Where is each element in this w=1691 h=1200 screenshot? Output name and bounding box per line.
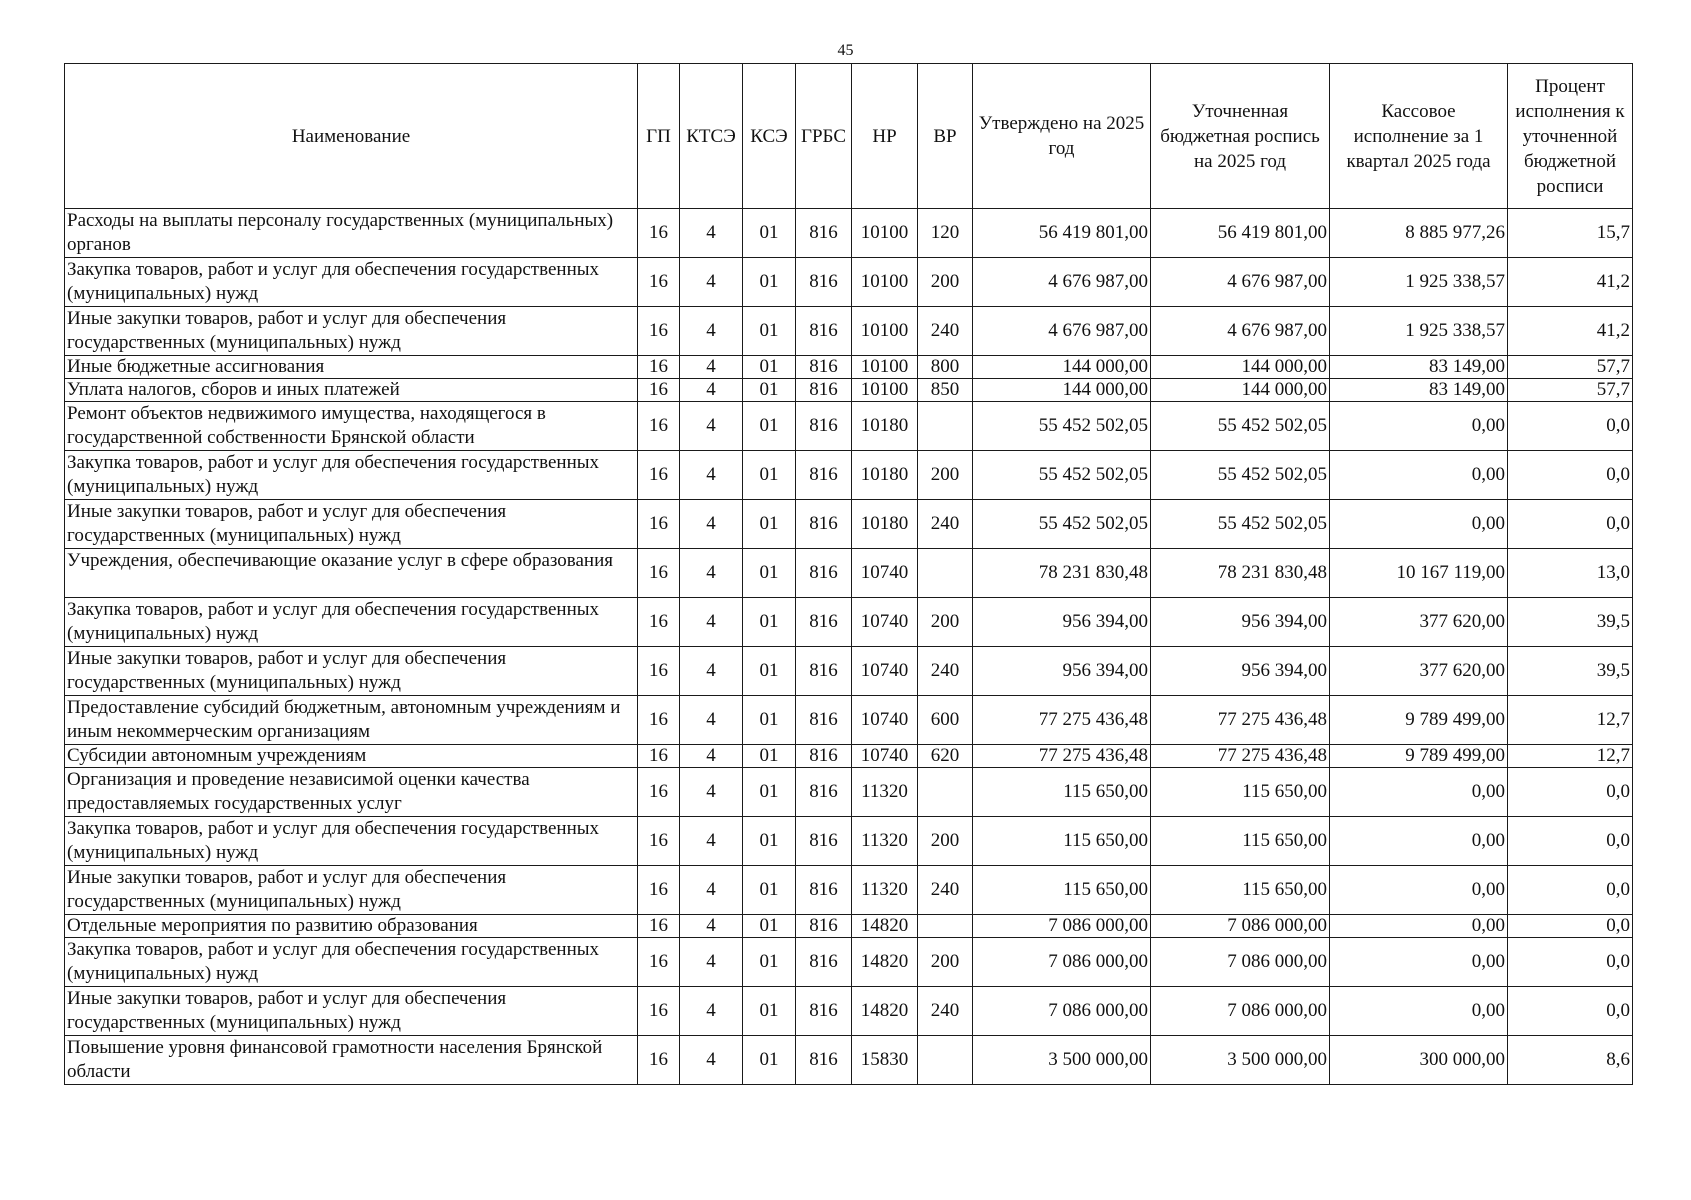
cell-gp: 16 xyxy=(638,451,680,500)
cell-cash: 10 167 119,00 xyxy=(1330,549,1508,598)
cell-approved: 7 086 000,00 xyxy=(973,938,1151,987)
table-row xyxy=(65,768,1633,817)
cell-vr: 240 xyxy=(918,866,973,915)
cell-ktse: 4 xyxy=(680,209,743,258)
cell-gp: 16 xyxy=(638,696,680,745)
cell-name: Иные закупки товаров, работ и услуг для обеспечения государственных (муниципальных) нужд xyxy=(65,647,638,696)
cell-cash: 83 149,00 xyxy=(1330,356,1508,379)
cell-vr: 200 xyxy=(918,817,973,866)
cell-vr xyxy=(918,402,973,451)
cell-vr: 850 xyxy=(918,379,973,402)
cell-vr: 240 xyxy=(918,647,973,696)
cell-kse: 01 xyxy=(743,915,796,938)
page-number: 45 xyxy=(837,42,854,59)
cell-kse: 01 xyxy=(743,379,796,402)
cell-kse: 01 xyxy=(743,209,796,258)
cell-revised: 115 650,00 xyxy=(1151,866,1330,915)
cell-approved: 55 452 502,05 xyxy=(973,451,1151,500)
cell-grbs: 816 xyxy=(796,768,852,817)
table-row xyxy=(65,745,1633,768)
cell-ktse: 4 xyxy=(680,356,743,379)
cell-gp: 16 xyxy=(638,647,680,696)
header-name: Наименование xyxy=(65,64,638,209)
cell-percent: 57,7 xyxy=(1508,356,1633,379)
cell-revised: 4 676 987,00 xyxy=(1151,307,1330,356)
cell-percent: 0,0 xyxy=(1508,500,1633,549)
cell-percent: 15,7 xyxy=(1508,209,1633,258)
cell-gp: 16 xyxy=(638,1036,680,1085)
cell-name: Закупка товаров, работ и услуг для обеспечения государственных (муниципальных) нужд xyxy=(65,258,638,307)
table-header-row xyxy=(65,64,1633,209)
cell-vr: 620 xyxy=(918,745,973,768)
cell-nr: 10100 xyxy=(852,356,918,379)
cell-percent: 0,0 xyxy=(1508,817,1633,866)
cell-name: Организация и проведение независимой оценки качества предоставляемых государственных услуг xyxy=(65,768,638,817)
cell-approved: 956 394,00 xyxy=(973,647,1151,696)
cell-name: Отдельные мероприятия по развитию образования xyxy=(65,915,638,938)
cell-revised: 55 452 502,05 xyxy=(1151,402,1330,451)
cell-gp: 16 xyxy=(638,379,680,402)
cell-revised: 7 086 000,00 xyxy=(1151,915,1330,938)
cell-kse: 01 xyxy=(743,500,796,549)
cell-approved: 4 676 987,00 xyxy=(973,258,1151,307)
cell-ktse: 4 xyxy=(680,402,743,451)
cell-percent: 12,7 xyxy=(1508,696,1633,745)
cell-kse: 01 xyxy=(743,307,796,356)
cell-name: Ремонт объектов недвижимого имущества, находящегося в государственной собственности Брянской области xyxy=(65,402,638,451)
cell-name: Закупка товаров, работ и услуг для обеспечения государственных (муниципальных) нужд xyxy=(65,451,638,500)
cell-cash: 0,00 xyxy=(1330,987,1508,1036)
table-row xyxy=(65,938,1633,987)
cell-grbs: 816 xyxy=(796,209,852,258)
cell-grbs: 816 xyxy=(796,1036,852,1085)
cell-grbs: 816 xyxy=(796,451,852,500)
cell-cash: 83 149,00 xyxy=(1330,379,1508,402)
cell-revised: 144 000,00 xyxy=(1151,356,1330,379)
cell-approved: 78 231 830,48 xyxy=(973,549,1151,598)
cell-grbs: 816 xyxy=(796,696,852,745)
cell-ktse: 4 xyxy=(680,647,743,696)
cell-name: Иные закупки товаров, работ и услуг для обеспечения государственных (муниципальных) нужд xyxy=(65,987,638,1036)
cell-approved: 7 086 000,00 xyxy=(973,915,1151,938)
cell-revised: 7 086 000,00 xyxy=(1151,987,1330,1036)
cell-cash: 0,00 xyxy=(1330,866,1508,915)
cell-cash: 0,00 xyxy=(1330,402,1508,451)
cell-vr xyxy=(918,549,973,598)
cell-revised: 115 650,00 xyxy=(1151,817,1330,866)
cell-vr xyxy=(918,768,973,817)
cell-cash: 0,00 xyxy=(1330,938,1508,987)
cell-revised: 7 086 000,00 xyxy=(1151,938,1330,987)
cell-nr: 10740 xyxy=(852,598,918,647)
header-nr: НР xyxy=(852,64,918,209)
cell-ktse: 4 xyxy=(680,915,743,938)
cell-cash: 1 925 338,57 xyxy=(1330,307,1508,356)
cell-approved: 956 394,00 xyxy=(973,598,1151,647)
cell-ktse: 4 xyxy=(680,866,743,915)
cell-kse: 01 xyxy=(743,768,796,817)
cell-grbs: 816 xyxy=(796,647,852,696)
cell-name: Учреждения, обеспечивающие оказание услуг в сфере образования xyxy=(65,549,638,598)
cell-percent: 0,0 xyxy=(1508,451,1633,500)
cell-cash: 0,00 xyxy=(1330,451,1508,500)
cell-cash: 0,00 xyxy=(1330,500,1508,549)
cell-percent: 41,2 xyxy=(1508,307,1633,356)
cell-grbs: 816 xyxy=(796,379,852,402)
cell-approved: 3 500 000,00 xyxy=(973,1036,1151,1085)
cell-name: Закупка товаров, работ и услуг для обеспечения государственных (муниципальных) нужд xyxy=(65,938,638,987)
cell-ktse: 4 xyxy=(680,598,743,647)
cell-ktse: 4 xyxy=(680,987,743,1036)
cell-nr: 10740 xyxy=(852,696,918,745)
table-row xyxy=(65,647,1633,696)
cell-kse: 01 xyxy=(743,258,796,307)
cell-kse: 01 xyxy=(743,356,796,379)
table-row xyxy=(65,987,1633,1036)
cell-name: Закупка товаров, работ и услуг для обеспечения государственных (муниципальных) нужд xyxy=(65,598,638,647)
cell-nr: 10740 xyxy=(852,549,918,598)
header-grbs: ГРБС xyxy=(796,64,852,209)
cell-grbs: 816 xyxy=(796,500,852,549)
cell-name: Уплата налогов, сборов и иных платежей xyxy=(65,379,638,402)
cell-vr: 200 xyxy=(918,258,973,307)
cell-approved: 7 086 000,00 xyxy=(973,987,1151,1036)
cell-grbs: 816 xyxy=(796,598,852,647)
cell-name: Иные закупки товаров, работ и услуг для обеспечения государственных (муниципальных) нужд xyxy=(65,307,638,356)
cell-cash: 1 925 338,57 xyxy=(1330,258,1508,307)
table-row xyxy=(65,549,1633,598)
cell-approved: 55 452 502,05 xyxy=(973,402,1151,451)
cell-nr: 10740 xyxy=(852,745,918,768)
cell-approved: 77 275 436,48 xyxy=(973,696,1151,745)
cell-vr: 120 xyxy=(918,209,973,258)
cell-approved: 115 650,00 xyxy=(973,817,1151,866)
cell-vr: 240 xyxy=(918,307,973,356)
cell-approved: 56 419 801,00 xyxy=(973,209,1151,258)
cell-nr: 10100 xyxy=(852,307,918,356)
budget-execution-table xyxy=(64,63,1633,1085)
cell-revised: 956 394,00 xyxy=(1151,647,1330,696)
cell-nr: 11320 xyxy=(852,768,918,817)
cell-cash: 0,00 xyxy=(1330,915,1508,938)
cell-percent: 0,0 xyxy=(1508,866,1633,915)
cell-grbs: 816 xyxy=(796,258,852,307)
header-kse: КСЭ xyxy=(743,64,796,209)
cell-cash: 8 885 977,26 xyxy=(1330,209,1508,258)
cell-percent: 0,0 xyxy=(1508,915,1633,938)
cell-gp: 16 xyxy=(638,915,680,938)
header-gp: ГП xyxy=(638,64,680,209)
cell-ktse: 4 xyxy=(680,817,743,866)
cell-revised: 55 452 502,05 xyxy=(1151,451,1330,500)
table-row xyxy=(65,1036,1633,1085)
cell-kse: 01 xyxy=(743,938,796,987)
cell-percent: 8,6 xyxy=(1508,1036,1633,1085)
cell-name: Иные закупки товаров, работ и услуг для обеспечения государственных (муниципальных) нужд xyxy=(65,500,638,549)
cell-grbs: 816 xyxy=(796,745,852,768)
cell-vr: 240 xyxy=(918,500,973,549)
cell-ktse: 4 xyxy=(680,745,743,768)
cell-kse: 01 xyxy=(743,647,796,696)
cell-approved: 77 275 436,48 xyxy=(973,745,1151,768)
cell-approved: 115 650,00 xyxy=(973,866,1151,915)
cell-revised: 56 419 801,00 xyxy=(1151,209,1330,258)
cell-gp: 16 xyxy=(638,307,680,356)
cell-gp: 16 xyxy=(638,356,680,379)
table-row xyxy=(65,307,1633,356)
cell-nr: 14820 xyxy=(852,987,918,1036)
cell-gp: 16 xyxy=(638,598,680,647)
header-cash: Кассовое исполнение за 1 квартал 2025 года xyxy=(1330,64,1508,209)
cell-nr: 14820 xyxy=(852,915,918,938)
header-ktse: КТСЭ xyxy=(680,64,743,209)
table-row xyxy=(65,500,1633,549)
cell-kse: 01 xyxy=(743,451,796,500)
table-row xyxy=(65,696,1633,745)
cell-grbs: 816 xyxy=(796,987,852,1036)
cell-gp: 16 xyxy=(638,549,680,598)
cell-vr: 200 xyxy=(918,451,973,500)
cell-name: Закупка товаров, работ и услуг для обеспечения государственных (муниципальных) нужд xyxy=(65,817,638,866)
cell-name: Иные бюджетные ассигнования xyxy=(65,356,638,379)
cell-cash: 0,00 xyxy=(1330,817,1508,866)
cell-approved: 115 650,00 xyxy=(973,768,1151,817)
cell-gp: 16 xyxy=(638,258,680,307)
cell-vr: 200 xyxy=(918,938,973,987)
table-row xyxy=(65,915,1633,938)
cell-grbs: 816 xyxy=(796,356,852,379)
cell-cash: 9 789 499,00 xyxy=(1330,696,1508,745)
cell-ktse: 4 xyxy=(680,549,743,598)
cell-cash: 300 000,00 xyxy=(1330,1036,1508,1085)
cell-gp: 16 xyxy=(638,938,680,987)
cell-vr: 600 xyxy=(918,696,973,745)
table-row xyxy=(65,209,1633,258)
cell-nr: 14820 xyxy=(852,938,918,987)
cell-ktse: 4 xyxy=(680,451,743,500)
cell-revised: 78 231 830,48 xyxy=(1151,549,1330,598)
cell-ktse: 4 xyxy=(680,379,743,402)
cell-gp: 16 xyxy=(638,768,680,817)
table-row xyxy=(65,258,1633,307)
table-row xyxy=(65,402,1633,451)
cell-vr: 800 xyxy=(918,356,973,379)
cell-cash: 9 789 499,00 xyxy=(1330,745,1508,768)
cell-revised: 144 000,00 xyxy=(1151,379,1330,402)
cell-nr: 10180 xyxy=(852,402,918,451)
cell-nr: 11320 xyxy=(852,866,918,915)
cell-nr: 15830 xyxy=(852,1036,918,1085)
cell-vr xyxy=(918,915,973,938)
cell-grbs: 816 xyxy=(796,307,852,356)
cell-vr: 200 xyxy=(918,598,973,647)
cell-name: Субсидии автономным учреждениям xyxy=(65,745,638,768)
cell-ktse: 4 xyxy=(680,1036,743,1085)
cell-gp: 16 xyxy=(638,402,680,451)
cell-ktse: 4 xyxy=(680,500,743,549)
cell-percent: 0,0 xyxy=(1508,987,1633,1036)
cell-ktse: 4 xyxy=(680,696,743,745)
cell-grbs: 816 xyxy=(796,817,852,866)
cell-revised: 956 394,00 xyxy=(1151,598,1330,647)
table-row xyxy=(65,866,1633,915)
cell-kse: 01 xyxy=(743,402,796,451)
cell-kse: 01 xyxy=(743,549,796,598)
cell-approved: 4 676 987,00 xyxy=(973,307,1151,356)
cell-grbs: 816 xyxy=(796,866,852,915)
cell-name: Иные закупки товаров, работ и услуг для обеспечения государственных (муниципальных) нужд xyxy=(65,866,638,915)
cell-grbs: 816 xyxy=(796,402,852,451)
cell-vr: 240 xyxy=(918,987,973,1036)
cell-percent: 12,7 xyxy=(1508,745,1633,768)
cell-revised: 77 275 436,48 xyxy=(1151,696,1330,745)
cell-vr xyxy=(918,1036,973,1085)
cell-percent: 57,7 xyxy=(1508,379,1633,402)
table-row xyxy=(65,817,1633,866)
cell-gp: 16 xyxy=(638,745,680,768)
cell-approved: 144 000,00 xyxy=(973,379,1151,402)
header-percent: Процент исполнения к уточненной бюджетной росписи xyxy=(1508,64,1633,209)
cell-kse: 01 xyxy=(743,866,796,915)
cell-kse: 01 xyxy=(743,1036,796,1085)
cell-gp: 16 xyxy=(638,987,680,1036)
cell-gp: 16 xyxy=(638,209,680,258)
cell-percent: 13,0 xyxy=(1508,549,1633,598)
cell-nr: 10100 xyxy=(852,379,918,402)
cell-kse: 01 xyxy=(743,745,796,768)
cell-grbs: 816 xyxy=(796,915,852,938)
cell-percent: 39,5 xyxy=(1508,598,1633,647)
header-revised: Уточненная бюджетная роспись на 2025 год xyxy=(1151,64,1330,209)
cell-percent: 0,0 xyxy=(1508,768,1633,817)
cell-nr: 11320 xyxy=(852,817,918,866)
table-row xyxy=(65,598,1633,647)
cell-nr: 10180 xyxy=(852,451,918,500)
cell-ktse: 4 xyxy=(680,307,743,356)
cell-gp: 16 xyxy=(638,500,680,549)
table-row xyxy=(65,379,1633,402)
cell-gp: 16 xyxy=(638,817,680,866)
cell-grbs: 816 xyxy=(796,938,852,987)
cell-nr: 10100 xyxy=(852,209,918,258)
cell-percent: 41,2 xyxy=(1508,258,1633,307)
cell-approved: 55 452 502,05 xyxy=(973,500,1151,549)
cell-cash: 0,00 xyxy=(1330,768,1508,817)
cell-name: Повышение уровня финансовой грамотности населения Брянской области xyxy=(65,1036,638,1085)
table-row xyxy=(65,356,1633,379)
cell-kse: 01 xyxy=(743,696,796,745)
header-approved: Утверждено на 2025 год xyxy=(973,64,1151,209)
cell-revised: 3 500 000,00 xyxy=(1151,1036,1330,1085)
cell-revised: 77 275 436,48 xyxy=(1151,745,1330,768)
cell-ktse: 4 xyxy=(680,258,743,307)
cell-nr: 10180 xyxy=(852,500,918,549)
table-row xyxy=(65,451,1633,500)
cell-revised: 115 650,00 xyxy=(1151,768,1330,817)
cell-cash: 377 620,00 xyxy=(1330,647,1508,696)
cell-nr: 10100 xyxy=(852,258,918,307)
header-vr: ВР xyxy=(918,64,973,209)
cell-ktse: 4 xyxy=(680,768,743,817)
cell-ktse: 4 xyxy=(680,938,743,987)
cell-name: Расходы на выплаты персоналу государственных (муниципальных) органов xyxy=(65,209,638,258)
cell-approved: 144 000,00 xyxy=(973,356,1151,379)
cell-gp: 16 xyxy=(638,866,680,915)
cell-percent: 39,5 xyxy=(1508,647,1633,696)
cell-name: Предоставление субсидий бюджетным, автономным учреждениям и иным некоммерческим организациям xyxy=(65,696,638,745)
cell-kse: 01 xyxy=(743,817,796,866)
cell-percent: 0,0 xyxy=(1508,402,1633,451)
cell-cash: 377 620,00 xyxy=(1330,598,1508,647)
cell-revised: 55 452 502,05 xyxy=(1151,500,1330,549)
cell-kse: 01 xyxy=(743,987,796,1036)
cell-nr: 10740 xyxy=(852,647,918,696)
cell-percent: 0,0 xyxy=(1508,938,1633,987)
cell-revised: 4 676 987,00 xyxy=(1151,258,1330,307)
cell-grbs: 816 xyxy=(796,549,852,598)
cell-kse: 01 xyxy=(743,598,796,647)
